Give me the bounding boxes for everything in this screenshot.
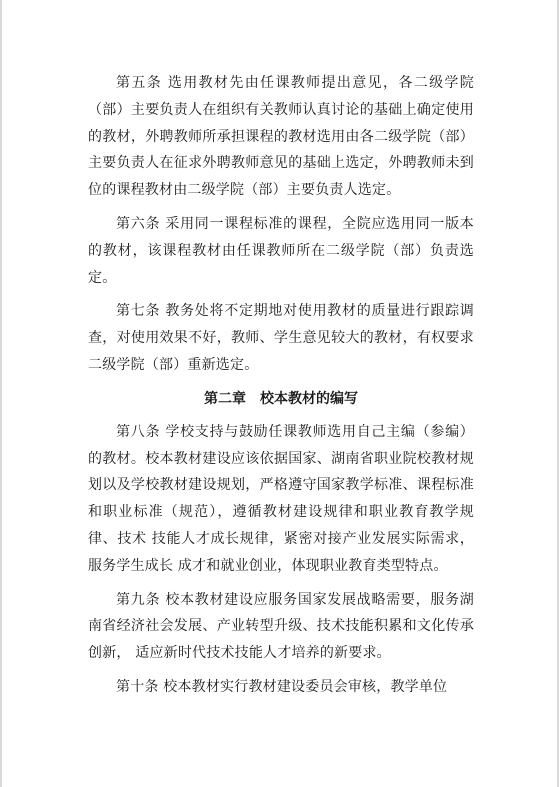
article-7-paragraph: 第七条 教务处将不定期地对使用教材的质量进行跟踪调查，对使用效果不好，教师、学生意见较大的教材，有权要求二级学院（部）重新选定。 xyxy=(88,303,474,373)
article-9-paragraph: 第九条 校本教材建设应服务国家发展战略需要，服务湖南省经济社会发展、产业转型升级、技术技能积累和文化传承创新， 适应新时代技术技能人才培养的新要求。 xyxy=(88,591,474,662)
article-10-paragraph: 第十条 校本教材实行教材建设委员会审核，教学单位 xyxy=(116,678,448,695)
chapter-title: 第二章 校本教材的编写 xyxy=(204,390,358,407)
article-8-paragraph: 第八条 学校支持与鼓励任课教师选用自己主编（参编）的教材。校本教材建设应该依据国家、湖南省职业院校教材规划以及学校教材建设规划，严格遵守国家教学标准、课程标准和职业标准（规范），遵循教材建设规律和职业教育教学规律、技术 技能人才成长规律，紧密对接产业发展实际需求，服务学生成长 成才和就业创业，体现职业教育类型特点。 xyxy=(88,423,474,574)
article-6-paragraph: 第六条 采用同一课程标准的课程，全院应选用同一版本的教材，该课程教材由任课教师所在二级学院（部）负责选定。 xyxy=(88,215,474,286)
document-body xyxy=(88,70,474,708)
article-5-paragraph: 第五条 选用教材先由任课教师提出意见，各二级学院（部）主要负责人在组织有关教师认真讨论的基础上确定使用的教材，外聘教师所承担课程的教材选用由各二级学院（部）主要负责人在征求外聘教师意见的基础上选定，外聘教师未到位的课程教材由二级学院（部）主要负责人选定。 xyxy=(88,75,474,199)
